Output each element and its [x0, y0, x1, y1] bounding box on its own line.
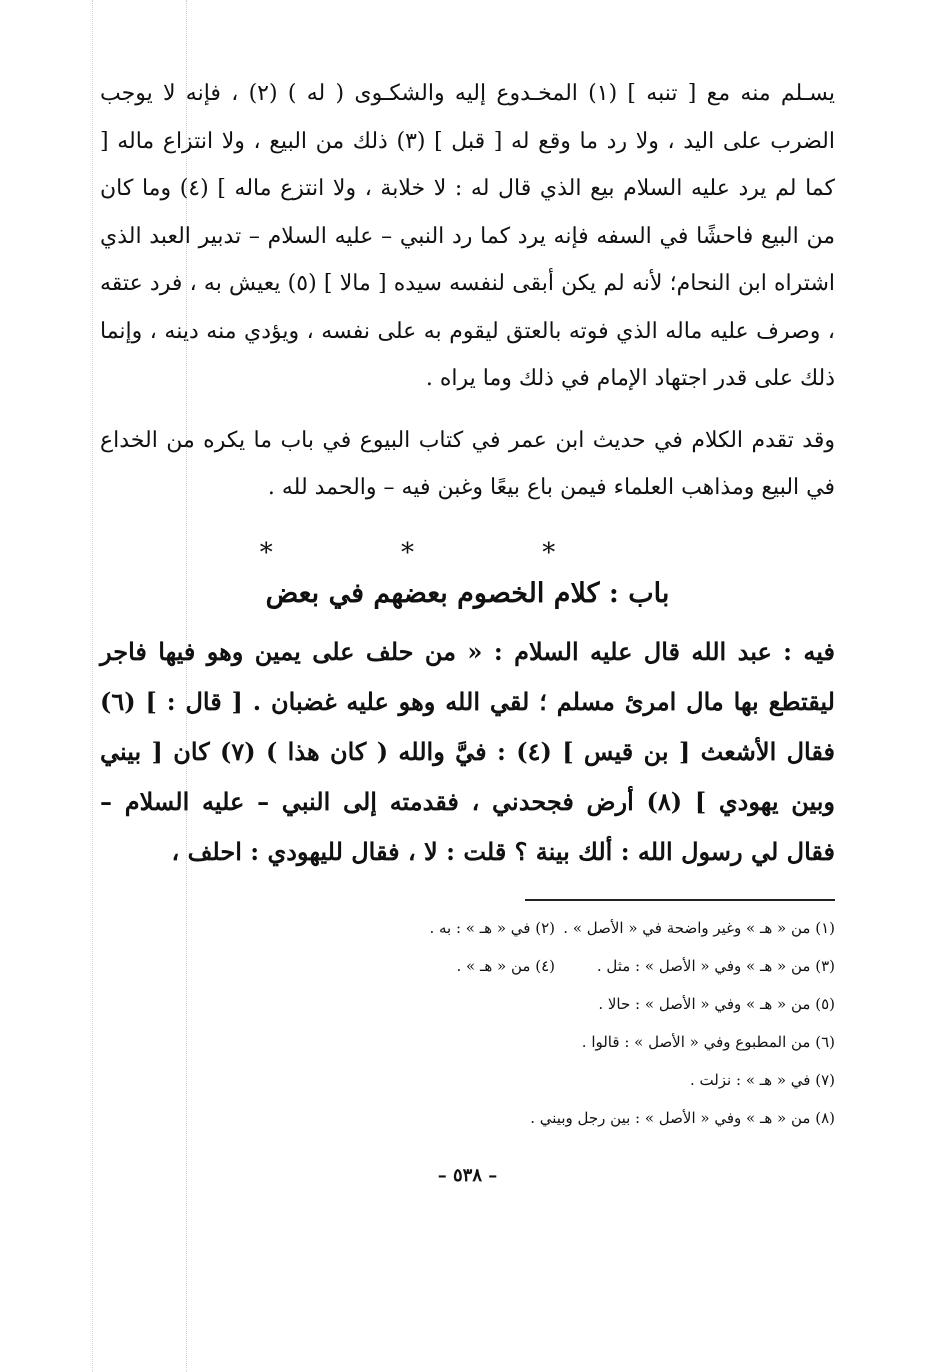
scan-guide-line [92, 0, 93, 1372]
footnote-7: (٧) في « هـ » : نزلت . [689, 1070, 835, 1089]
document-page [100, 70, 835, 1186]
chapter-heading: باب : كلام الخصوم بعضهم في بعض [265, 577, 670, 609]
footnote-5: (٥) من « هـ » وفي « الأصل » : حالا . [598, 994, 835, 1013]
footnote-8: (٨) من « هـ » وفي « الأصل » : بين رجل وبيني . [530, 1108, 835, 1127]
footnote-1: (١) من « هـ » وغير واضحة في « الأصل » . [563, 918, 835, 937]
footnote-4: (٤) من « هـ » . [456, 956, 555, 975]
hadith-text: فيه : عبد الله قال عليه السلام : « من حلف على يمين وهو فيها فاجر ليقتطع بها مال امرئ مسلم ؛ لقي الله وهو عليه غضبان . [ قال : ] (٦) فقال الأشعث [ بن قيس ] (٤) : فيَّ والله ( كان هذا ) (٧) كان [ بيني وبين يهودي ] (٨) أرض فجحدني ، فقدمته إلى النبي – عليه السلام – فقال لي رسول الله : ألك بينة ؟ قلت : لا ، فقال لليهودي : احلف ، [100, 636, 836, 866]
footnote-6: (٦) من المطبوع وفي « الأصل » : قالوا . [581, 1032, 835, 1051]
section-separator: * * * [259, 537, 616, 568]
footnote-2: (٢) في « هـ » : به . [429, 918, 555, 937]
footnote-3: (٣) من « هـ » وفي « الأصل » : مثل . [596, 956, 835, 975]
body-paragraph-2: وقد تقدم الكلام في حديث ابن عمر في كتاب البيوع في باب ما يكره من الخداع في البيع ومذاهب العلماء فيمن باع بيعًا وغبن فيه – والحمد لله . [100, 427, 835, 500]
page-number: – ٥٣٨ – [437, 1164, 498, 1186]
footnote-divider [525, 899, 835, 901]
footnotes [100, 909, 835, 1137]
body-paragraph-1: يسـلم منه مع [ تنبه ] (١) المخـدوع إليه والشكـوى ( له ) (٢) ، فإنه لا يوجب الضرب على اليد ، ولا رد ما وقع له [ قبل ] (٣) ذلك من البيع ، ولا انتزاع ماله [ كما لم يرد عليه السلام بيع الذي قال له : لا خلابة ، ولا انتزع ماله ] (٤) وما كان من البيع فاحشًا في السفه فإنه يرد كما رد النبي – عليه السلام – تدبير العبد الذي اشتراه ابن النحام؛ لأنه لم يكن أبقى لنفسه سيده [ مالا ] (٥) يعيش به ، فرد عتقه ، وصرف عليه ماله الذي فوته بالعتق ليقوم به على نفسه ، ويؤدي منه دينه ، وإنما ذلك على قدر اجتهاد الإمام في ذلك وما يراه . [100, 81, 836, 391]
